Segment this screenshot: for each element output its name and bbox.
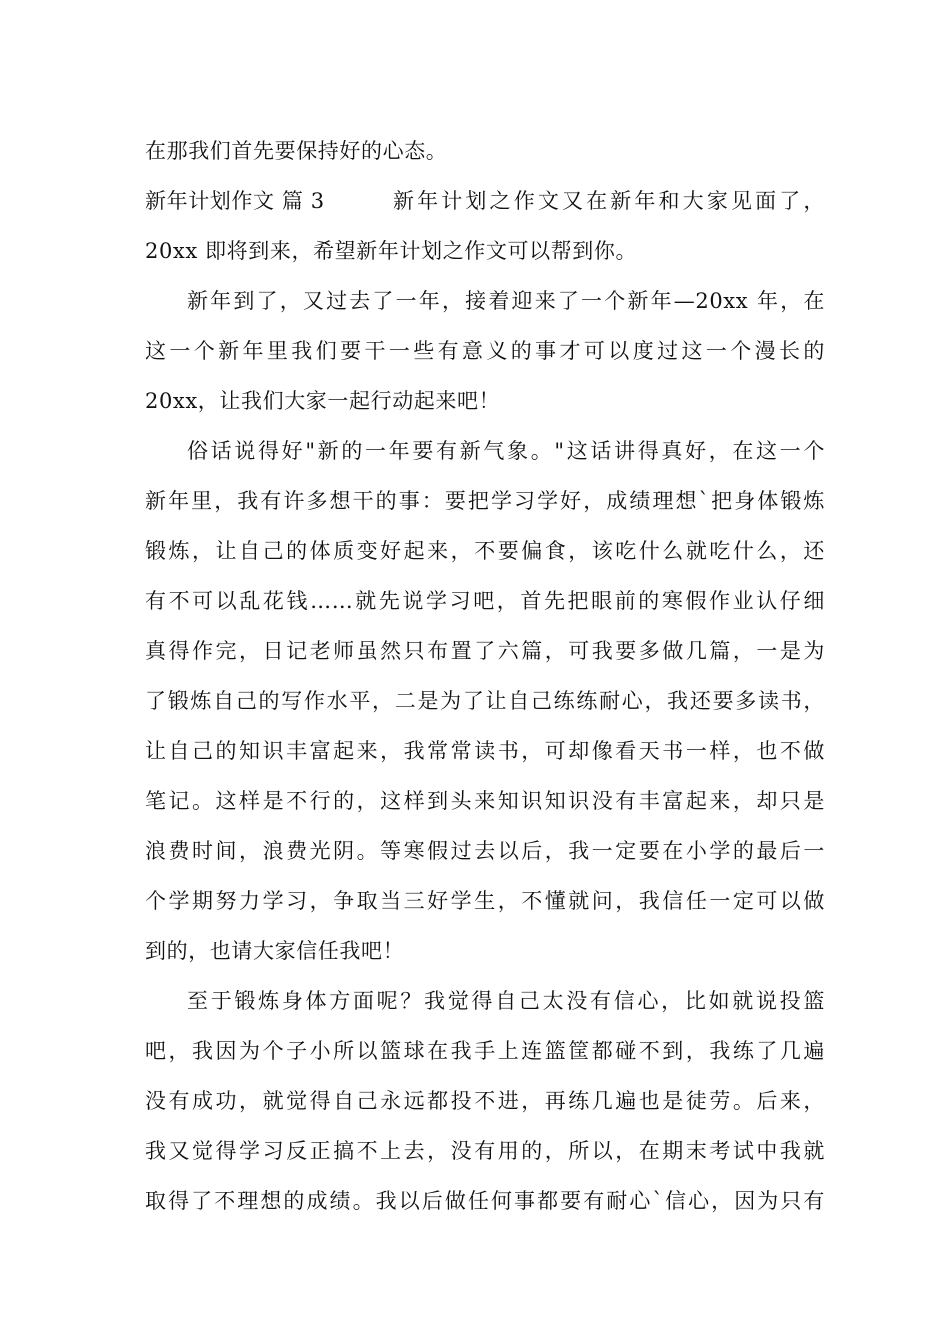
paragraph-3-line-5: 取得了不理想的成绩。我以后做任何事都要有耐心`信心，因为只有: [145, 1189, 825, 1213]
paragraph-2-line-7: 让自己的知识丰富起来，我常常读书，可却像看天书一样，也不做: [145, 739, 825, 763]
paragraph-2-line-5: 真得作完，日记老师虽然只布置了六篇，可我要多做几篇，一是为: [145, 639, 825, 663]
paragraph-2-line-2: 新年里，我有许多想干的事：要把学习学好，成绩理想`把身体锻炼: [145, 489, 825, 513]
paragraph-1-line-1: 新年到了，又过去了一年，接着迎来了一个新年—20xx 年，在: [187, 289, 825, 313]
paragraph-3-line-2: 吧，我因为个子小所以篮球在我手上连篮筐都碰不到，我练了几遍: [145, 1039, 825, 1063]
paragraph-3-line-1: 至于锻炼身体方面呢？我觉得自己太没有信心，比如就说投篮: [187, 989, 825, 1013]
paragraph-2-line-9: 浪费时间，浪费光阴。等寒假过去以后，我一定要在小学的最后一: [145, 839, 825, 863]
paragraph-2-line-3: 锻炼，让自己的体质变好起来，不要偏食，该吃什么就吃什么，还: [145, 539, 825, 563]
paragraph-2-line-6: 了锻炼自己的写作水平，二是为了让自己练练耐心，我还要多读书，: [145, 689, 825, 713]
section-heading-second-line: 20xx 即将到来，希望新年计划之作文可以帮到你。: [145, 239, 638, 263]
paragraph-2-line-11: 到的，也请大家信任我吧！: [145, 939, 405, 963]
paragraph-2-line-1: 俗话说得好"新的一年要有新气象。"这话讲得真好，在这一个: [187, 439, 825, 463]
section-heading-label: 新年计划作文 篇 3: [145, 189, 325, 213]
paragraph-2-line-10: 个学期努力学习，争取当三好学生，不懂就问，我信任一定可以做: [145, 889, 825, 913]
paragraph-2-line-8: 笔记。这样是不行的，这样到头来知识知识没有丰富起来，却只是: [145, 789, 825, 813]
paragraph-1-line-3: 20xx，让我们大家一起行动起来吧！: [145, 389, 501, 413]
intro-line: 在那我们首先要保持好的心态。: [145, 139, 448, 163]
section-heading-first-line: 新年计划之作文又在新年和大家见面了，: [393, 189, 825, 213]
paragraph-1-line-2: 这一个新年里我们要干一些有意义的事才可以度过这一个漫长的: [145, 339, 825, 363]
paragraph-3-line-4: 我又觉得学习反正搞不上去，没有用的，所以，在期末考试中我就: [145, 1139, 825, 1163]
paragraph-2-line-4: 有不可以乱花钱……就先说学习吧，首先把眼前的寒假作业认仔细: [145, 589, 825, 613]
paragraph-3-line-3: 没有成功，就觉得自己永远都投不进，再练几遍也是徒劳。后来，: [145, 1089, 825, 1113]
